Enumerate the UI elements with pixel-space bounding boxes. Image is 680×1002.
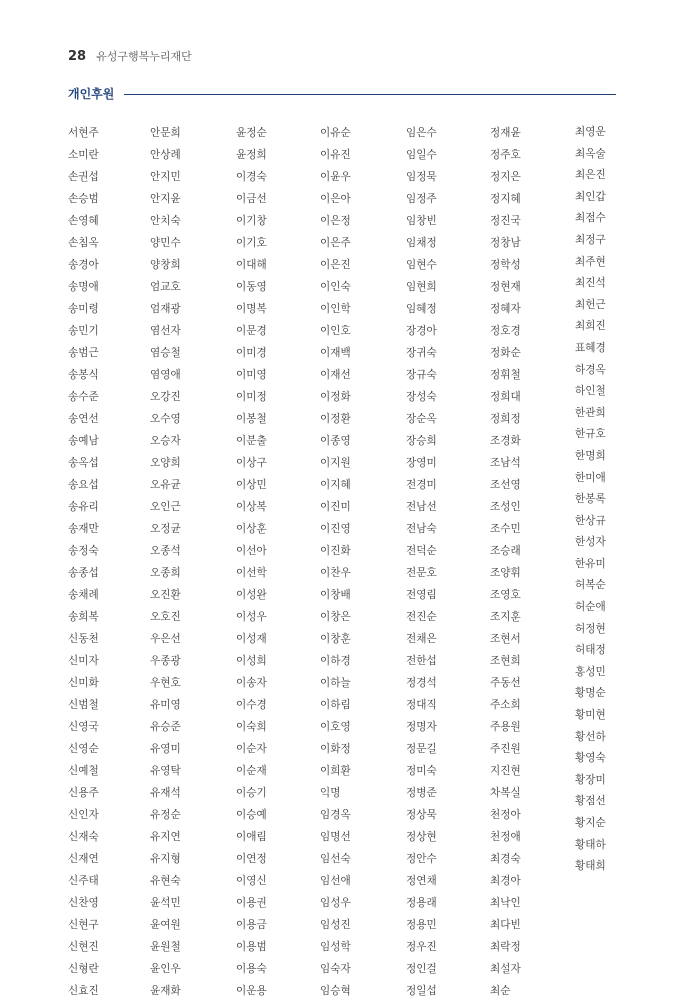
donor-name: 주진원 [490,743,521,755]
donor-name: 이미영 [236,369,267,381]
donor-name: 이정환 [320,413,351,425]
donor-name: 이하경 [320,655,351,667]
donor-name: 최주현 [575,255,606,268]
donor-name: 신효진 [68,985,99,997]
donor-name: 이명복 [236,303,267,315]
donor-name: 이숙희 [236,721,267,733]
donor-name: 정문길 [406,743,437,755]
donor-name: 조경화 [490,435,521,447]
donor-name: 최희진 [575,320,606,333]
donor-name: 엄재광 [150,303,181,315]
donor-name: 이연정 [236,853,267,865]
donor-name: 조현서 [490,633,521,645]
donor-name: 이분출 [236,435,267,447]
donor-name: 송경아 [68,259,99,271]
donor-name: 유지형 [150,853,181,865]
donor-name: 정미숙 [406,765,437,777]
donor-name: 송채례 [68,589,99,601]
donor-name: 장성숙 [406,391,437,403]
donor-name: 윤원철 [150,941,181,953]
donor-name: 윤인우 [150,963,181,975]
donor-name: 오인근 [150,501,181,513]
donor-name: 이용범 [236,941,267,953]
donor-name: 안문희 [150,127,181,139]
donor-column-1 [68,122,99,1002]
donor-name: 신인자 [68,809,99,821]
donor-name: 정현재 [490,281,521,293]
donor-name: 신미자 [68,655,99,667]
donor-name: 최옥술 [575,147,606,160]
donor-name: 오종희 [150,567,181,579]
donor-name: 익명 [320,787,341,799]
donor-name: 장승희 [406,435,437,447]
donor-name: 엄교호 [150,281,181,293]
donor-name: 이지혜 [320,479,351,491]
donor-name: 정학성 [490,259,521,271]
donor-name: 정지은 [490,171,521,183]
donor-name: 오양희 [150,457,181,469]
donor-name: 임채정 [406,237,437,249]
donor-name: 이영신 [236,875,267,887]
donor-name: 장순옥 [406,413,437,425]
donor-name: 손권섭 [68,171,99,183]
donor-name: 안지민 [150,171,181,183]
donor-name: 황점선 [575,795,606,808]
donor-name: 정혜자 [490,303,521,315]
donor-name: 이유진 [320,149,351,161]
donor-name: 이미정 [236,391,267,403]
donor-name: 이용권 [236,897,267,909]
donor-name: 염선자 [150,325,181,337]
donor-name: 안상례 [150,149,181,161]
donor-name: 신찬영 [68,897,99,909]
donor-name: 이은정 [320,215,351,227]
donor-name: 주소희 [490,699,521,711]
donor-name: 소미란 [68,149,99,161]
donor-name: 이선학 [236,567,267,579]
donor-name: 임경옥 [320,809,351,821]
donor-name: 이순자 [236,743,267,755]
donor-name: 정휘철 [490,369,521,381]
donor-name: 유재석 [150,787,181,799]
section-heading [68,86,616,102]
donor-name: 송예남 [68,435,99,447]
donor-name: 양민수 [150,237,181,249]
donor-name: 정재윤 [490,127,521,139]
donor-name: 이지원 [320,457,351,469]
donor-name: 임현수 [406,259,437,271]
donor-name: 정대직 [406,699,437,711]
donor-name: 차복실 [490,787,521,799]
donor-name: 신현진 [68,941,99,953]
donor-name: 이은아 [320,193,351,205]
donor-name: 임명선 [320,831,351,843]
donor-name: 허복순 [575,579,606,592]
donor-name: 이윤우 [320,171,351,183]
donor-name: 윤여원 [150,919,181,931]
donor-name: 정일섭 [406,985,437,997]
donor-name: 조남석 [490,457,521,469]
donor-name: 이창은 [320,611,351,623]
donor-name: 임혜정 [406,303,437,315]
donor-name: 최점수 [575,212,606,225]
donor-name: 양창희 [150,259,181,271]
donor-name: 이용금 [236,919,267,931]
donor-name: 오승자 [150,435,181,447]
donor-name: 이성완 [236,589,267,601]
donor-name: 전경미 [406,479,437,491]
donor-name: 신영국 [68,721,99,733]
donor-name: 우현호 [150,677,181,689]
donor-name: 이인학 [320,303,351,315]
donor-name: 조성인 [490,501,521,513]
donor-name: 임은수 [406,127,437,139]
donor-name: 한유미 [575,557,606,570]
donor-name: 전채은 [406,633,437,645]
donor-name: 이유순 [320,127,351,139]
donor-name: 조현희 [490,655,521,667]
donor-name: 오호진 [150,611,181,623]
donor-name: 손승범 [68,193,99,205]
donor-name: 유영미 [150,743,181,755]
donor-name: 최다빈 [490,919,521,931]
donor-name: 유미영 [150,699,181,711]
donor-name: 황태희 [575,860,606,873]
donor-name: 이종영 [320,435,351,447]
donor-name: 임선애 [320,875,351,887]
donor-name: 우종광 [150,655,181,667]
donor-name: 정화순 [490,347,521,359]
donor-name: 하인철 [575,385,606,398]
donor-name: 유정순 [150,809,181,821]
donor-name: 정명자 [406,721,437,733]
donor-name: 주동선 [490,677,521,689]
donor-name: 전진순 [406,611,437,623]
donor-name: 임성진 [320,919,351,931]
donor-name: 최경숙 [490,853,521,865]
section-divider [124,94,616,95]
donor-name: 이정화 [320,391,351,403]
donor-name: 정안수 [406,853,437,865]
donor-name: 이창배 [320,589,351,601]
donor-name: 이금선 [236,193,267,205]
donor-name: 염영애 [150,369,181,381]
donor-name: 정병준 [406,787,437,799]
donor-column-3 [236,122,267,1002]
donor-name: 손영혜 [68,215,99,227]
donor-name: 임숙자 [320,963,351,975]
donor-name: 서현주 [68,127,99,139]
donor-name: 정상현 [406,831,437,843]
donor-name: 송봉식 [68,369,99,381]
donor-name: 신미화 [68,677,99,689]
donor-name: 송정숙 [68,545,99,557]
donor-name: 허태정 [575,644,606,657]
donor-name: 임일수 [406,149,437,161]
donor-name: 허순애 [575,601,606,614]
donor-name: 지진현 [490,765,521,777]
donor-name: 최헌근 [575,298,606,311]
donor-name: 신주태 [68,875,99,887]
donor-name: 송희복 [68,611,99,623]
donor-name: 정용래 [406,897,437,909]
donor-name: 송명애 [68,281,99,293]
donor-name: 정우진 [406,941,437,953]
donor-name: 전한섭 [406,655,437,667]
donor-name: 이순재 [236,765,267,777]
donor-name: 한성자 [575,536,606,549]
donor-name: 임성학 [320,941,351,953]
donor-name: 우은선 [150,633,181,645]
donor-name: 정진국 [490,215,521,227]
donor-name: 주용원 [490,721,521,733]
donor-name: 장경아 [406,325,437,337]
donor-name: 이동영 [236,281,267,293]
donor-name: 조양휘 [490,567,521,579]
donor-name: 최정구 [575,233,606,246]
donor-name: 이선아 [236,545,267,557]
donor-name: 이호영 [320,721,351,733]
donor-name: 정주호 [490,149,521,161]
donor-name: 신형란 [68,963,99,975]
donor-name: 이기호 [236,237,267,249]
donor-name: 송종섭 [68,567,99,579]
donor-name: 오수영 [150,413,181,425]
donor-name: 신영순 [68,743,99,755]
donor-column-5 [406,122,437,1002]
donor-name: 조지훈 [490,611,521,623]
donor-name: 임선숙 [320,853,351,865]
donor-name: 유영탁 [150,765,181,777]
donor-name: 윤정희 [236,149,267,161]
donor-name: 한상규 [575,514,606,527]
donor-name: 천정애 [490,831,521,843]
donor-name: 신범철 [68,699,99,711]
donor-name: 최진석 [575,277,606,290]
donor-name: 이재선 [320,369,351,381]
donor-name: 정호경 [490,325,521,337]
donor-name: 이화정 [320,743,351,755]
donor-column-7 [575,122,606,878]
donor-name: 장귀숙 [406,347,437,359]
donor-name: 임창빈 [406,215,437,227]
donor-name: 하경옥 [575,363,606,376]
donor-name: 이찬우 [320,567,351,579]
donor-name: 황장미 [575,773,606,786]
donor-name: 송미령 [68,303,99,315]
donor-name: 이성희 [236,655,267,667]
donor-name: 안치숙 [150,215,181,227]
donor-name: 송수준 [68,391,99,403]
donor-name: 이상복 [236,501,267,513]
donor-name: 황미현 [575,709,606,722]
donor-name: 허정현 [575,622,606,635]
donor-name: 정희대 [490,391,521,403]
donor-name: 이상민 [236,479,267,491]
donor-name: 이하늘 [320,677,351,689]
donor-name: 송유리 [68,501,99,513]
donor-name: 전문호 [406,567,437,579]
donor-name: 이기창 [236,215,267,227]
donor-name: 이상구 [236,457,267,469]
donor-name: 임성우 [320,897,351,909]
donor-name: 이진미 [320,501,351,513]
donor-name: 유승준 [150,721,181,733]
donor-name: 신용주 [68,787,99,799]
donor-name: 한봉록 [575,493,606,506]
donor-column-4 [320,122,351,1002]
donor-name: 임승혁 [320,985,351,997]
donor-name: 신재연 [68,853,99,865]
donor-name: 최인갑 [575,190,606,203]
donor-name: 이창훈 [320,633,351,645]
donor-name: 임정주 [406,193,437,205]
donor-name: 최은진 [575,169,606,182]
donor-name: 전영림 [406,589,437,601]
donor-name: 조선영 [490,479,521,491]
donor-name: 조승래 [490,545,521,557]
donor-column-6 [490,122,521,1002]
donor-name: 송민기 [68,325,99,337]
donor-name: 황선하 [575,730,606,743]
donor-name: 최설자 [490,963,521,975]
donor-name: 한미애 [575,471,606,484]
donor-name: 한관희 [575,406,606,419]
donor-name: 정창남 [490,237,521,249]
donor-name: 최경아 [490,875,521,887]
donor-name: 유현숙 [150,875,181,887]
donor-name: 이진화 [320,545,351,557]
donor-name: 오유균 [150,479,181,491]
donor-name: 오종석 [150,545,181,557]
donor-name: 윤석민 [150,897,181,909]
donor-name: 이승기 [236,787,267,799]
donor-name: 이인호 [320,325,351,337]
donor-name: 표혜경 [575,341,606,354]
donor-name: 정용민 [406,919,437,931]
donor-name: 이애림 [236,831,267,843]
donor-name: 황태하 [575,838,606,851]
donor-name: 정상묵 [406,809,437,821]
donor-name: 황명순 [575,687,606,700]
donor-name: 신동천 [68,633,99,645]
donor-name: 정연채 [406,875,437,887]
donor-name: 송범근 [68,347,99,359]
donor-name: 황영숙 [575,752,606,765]
donor-name: 최순 [490,985,511,997]
donor-name: 오강진 [150,391,181,403]
donor-name: 안지윤 [150,193,181,205]
donor-name: 송연선 [68,413,99,425]
donor-name: 이승예 [236,809,267,821]
donor-name: 전남선 [406,501,437,513]
donor-name: 이수경 [236,699,267,711]
donor-name: 정지혜 [490,193,521,205]
donor-name: 송재만 [68,523,99,535]
donor-name: 유지연 [150,831,181,843]
donor-name: 이성우 [236,611,267,623]
donor-name: 이송자 [236,677,267,689]
donor-name: 윤정순 [236,127,267,139]
donor-name: 이대해 [236,259,267,271]
page-number: 28 [68,49,87,64]
donor-name: 장규숙 [406,369,437,381]
donor-name: 정인걸 [406,963,437,975]
donor-name: 송옥섭 [68,457,99,469]
donor-name: 이상훈 [236,523,267,535]
donor-name: 임현희 [406,281,437,293]
donor-name: 천정아 [490,809,521,821]
donor-name: 이희환 [320,765,351,777]
donor-name: 이경숙 [236,171,267,183]
donor-name: 한규호 [575,428,606,441]
organization-name: 유성구행복누리재단 [96,50,192,63]
donor-name: 전남숙 [406,523,437,535]
donor-name: 한명희 [575,449,606,462]
donor-name: 윤재화 [150,985,181,997]
donor-name: 이하림 [320,699,351,711]
donor-name: 신재숙 [68,831,99,843]
donor-name: 이봉철 [236,413,267,425]
donor-name: 이은주 [320,237,351,249]
donor-name: 조영호 [490,589,521,601]
donor-name: 염승철 [150,347,181,359]
donor-name: 정희정 [490,413,521,425]
donor-name: 최낙인 [490,897,521,909]
donor-name: 신예철 [68,765,99,777]
page-header [68,48,192,64]
donor-name: 오진환 [150,589,181,601]
donor-name: 전덕순 [406,545,437,557]
section-title: 개인후원 [68,87,115,101]
donor-name: 이인숙 [320,281,351,293]
donor-name: 홍성민 [575,665,606,678]
donor-name: 이재백 [320,347,351,359]
donor-name: 신현구 [68,919,99,931]
donor-name: 최락정 [490,941,521,953]
donor-name: 이문경 [236,325,267,337]
donor-name: 이운용 [236,985,267,997]
donor-name: 최영운 [575,126,606,138]
donor-name: 임정묵 [406,171,437,183]
donor-name: 이진영 [320,523,351,535]
donor-name: 이용숙 [236,963,267,975]
donor-column-2 [150,122,181,1002]
donor-name: 정경석 [406,677,437,689]
donor-name: 장영미 [406,457,437,469]
donor-name: 오정균 [150,523,181,535]
donor-name: 조수민 [490,523,521,535]
donor-name: 이은진 [320,259,351,271]
donor-name: 이성재 [236,633,267,645]
donor-name: 손침옥 [68,237,99,249]
donor-name: 황지순 [575,817,606,829]
donor-name: 송요섭 [68,479,99,491]
donor-name: 이미경 [236,347,267,359]
